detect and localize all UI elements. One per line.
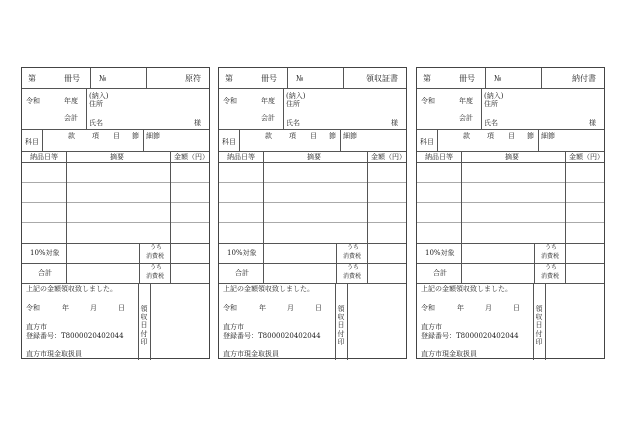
honorific-label: 様 (391, 119, 398, 127)
total-label: 合計 (433, 269, 447, 277)
name-label: 氏名 (89, 119, 103, 127)
month-label: 月 (90, 304, 97, 312)
saisetsu-label: 細節 (541, 132, 555, 140)
col-date-header: 納品日等 (425, 153, 453, 161)
tax-target-label: 10%対象 (425, 249, 455, 257)
name-label: 氏名 (286, 119, 300, 127)
col-amount-header: 金額（円） (174, 153, 209, 161)
address-label: 住所 (286, 100, 300, 108)
fiscal-year-label: 年度 (261, 97, 275, 105)
fiscal-year-label: 年度 (64, 97, 78, 105)
saisetsu-label: 細節 (146, 132, 160, 140)
name-label: 氏名 (484, 119, 498, 127)
account-label: 会計 (64, 114, 78, 122)
address-label: 住所 (89, 100, 103, 108)
col-description-header: 摘要 (505, 153, 519, 161)
dai-label: 第 (225, 74, 233, 83)
payer-label: (納入) (286, 92, 306, 100)
city-name: 直方市 (421, 323, 442, 331)
number-label: № (494, 74, 502, 83)
registration-number: 登録番号：T8000020402044 (421, 332, 519, 340)
receipt-slip-3 (416, 67, 605, 359)
reiwa-label: 令和 (223, 97, 237, 105)
consumption-tax-label-2: 消費税 (541, 273, 560, 280)
consumption-tax-label-1: 消費税 (146, 253, 165, 260)
total-label: 合計 (235, 269, 249, 277)
number-label: № (99, 74, 107, 83)
month-label: 月 (485, 304, 492, 312)
number-label: № (296, 74, 304, 83)
copy-label: 領収証書 (366, 74, 398, 83)
day-label: 日 (315, 304, 322, 312)
subject-label: 科目 (25, 138, 39, 146)
kou-label: 項 (92, 132, 99, 140)
received-statement: 上記の金額領収致しました。 (421, 285, 512, 293)
moku-label: 目 (310, 132, 317, 140)
moku-label: 目 (508, 132, 515, 140)
registration-number: 登録番号：T8000020402044 (26, 332, 124, 340)
day-label: 日 (118, 304, 125, 312)
consumption-tax-label-2: 消費税 (343, 273, 362, 280)
moku-label: 目 (113, 132, 120, 140)
dai-label: 第 (423, 74, 431, 83)
date-stamp-label: 領 収 日 付 印 (535, 305, 543, 346)
cash-officer-label: 直方市現金取扱員 (26, 350, 82, 358)
account-label: 会計 (261, 114, 275, 122)
total-label: 合計 (38, 269, 52, 277)
consumption-tax-label-1: 消費税 (343, 253, 362, 260)
saisetsu-label: 細節 (343, 132, 357, 140)
city-name: 直方市 (26, 323, 47, 331)
subject-label: 科目 (420, 138, 434, 146)
reiwa-label: 令和 (26, 97, 40, 105)
city-name: 直方市 (223, 323, 244, 331)
kou-label: 項 (487, 132, 494, 140)
consumption-tax-label-1: 消費税 (541, 253, 560, 260)
fiscal-year-label: 年度 (459, 97, 473, 105)
uchi-label-1: うち (545, 244, 558, 251)
col-amount-header: 金額（円） (569, 153, 604, 161)
date-stamp-label: 領 収 日 付 印 (337, 305, 345, 346)
kan-label: 款 (463, 132, 470, 140)
kan-label: 款 (68, 132, 75, 140)
tax-target-label: 10%対象 (30, 249, 60, 257)
month-label: 月 (287, 304, 294, 312)
dai-label: 第 (28, 74, 36, 83)
date-reiwa-label: 令和 (223, 304, 237, 312)
uchi-label-2: うち (347, 264, 360, 271)
account-label: 会計 (459, 114, 473, 122)
uchi-label-1: うち (347, 244, 360, 251)
date-reiwa-label: 令和 (421, 304, 435, 312)
cash-officer-label: 直方市現金取扱員 (421, 350, 477, 358)
copy-label: 納付書 (572, 74, 596, 83)
receipt-slip-1 (21, 67, 210, 359)
kou-label: 項 (289, 132, 296, 140)
col-amount-header: 金額（円） (371, 153, 406, 161)
year-label: 年 (259, 304, 266, 312)
uchi-label-2: うち (150, 264, 163, 271)
received-statement: 上記の金額領収致しました。 (26, 285, 117, 293)
book-number-label: 冊号 (261, 74, 277, 83)
col-date-header: 納品日等 (30, 153, 58, 161)
book-number-label: 冊号 (64, 74, 80, 83)
subject-label: 科目 (222, 138, 236, 146)
payer-label: (納入) (484, 92, 504, 100)
payer-label: (納入) (89, 92, 109, 100)
day-label: 日 (513, 304, 520, 312)
registration-number: 登録番号：T8000020402044 (223, 332, 321, 340)
cash-officer-label: 直方市現金取扱員 (223, 350, 279, 358)
year-label: 年 (457, 304, 464, 312)
received-statement: 上記の金額領収致しました。 (223, 285, 314, 293)
copy-label: 原符 (185, 74, 201, 83)
date-stamp-label: 領 収 日 付 印 (140, 305, 148, 346)
uchi-label-2: うち (545, 264, 558, 271)
consumption-tax-label-2: 消費税 (146, 273, 165, 280)
address-label: 住所 (484, 100, 498, 108)
receipt-slip-2 (218, 67, 407, 359)
honorific-label: 様 (589, 119, 596, 127)
kan-label: 款 (265, 132, 272, 140)
book-number-label: 冊号 (459, 74, 475, 83)
year-label: 年 (62, 304, 69, 312)
setsu-label: 節 (527, 132, 534, 140)
tax-target-label: 10%対象 (227, 249, 257, 257)
setsu-label: 節 (132, 132, 139, 140)
uchi-label-1: うち (150, 244, 163, 251)
col-description-header: 摘要 (110, 153, 124, 161)
col-date-header: 納品日等 (227, 153, 255, 161)
col-description-header: 摘要 (307, 153, 321, 161)
date-reiwa-label: 令和 (26, 304, 40, 312)
reiwa-label: 令和 (421, 97, 435, 105)
honorific-label: 様 (194, 119, 201, 127)
setsu-label: 節 (329, 132, 336, 140)
